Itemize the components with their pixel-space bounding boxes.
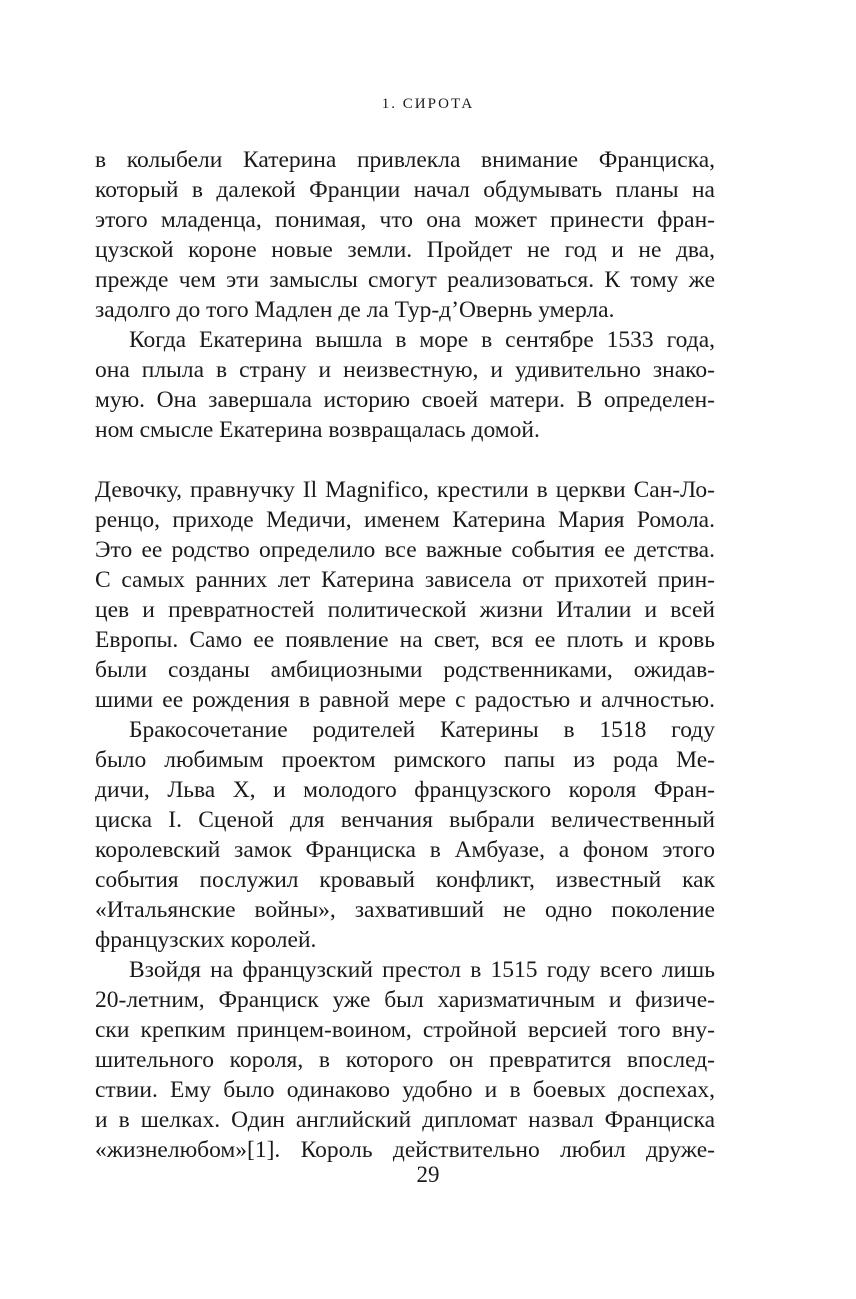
- text-line: ном смысле Екатерина возвращалась домой.: [95, 417, 540, 443]
- text-line: шительного короля, в которого он превратится впослед-: [95, 1047, 715, 1073]
- text-line: ствии. Ему было одинаково удобно и в боевых доспехах,: [95, 1077, 715, 1103]
- page-number: 29: [416, 1162, 440, 1187]
- text-line: были созданы амбициозными родственниками, ожидав-: [95, 657, 715, 683]
- text-line: «жизнелюбом»[1]. Король действительно любил друже-: [95, 1137, 715, 1163]
- text-line: цев и превратностей политической жизни Италии и всей: [95, 597, 715, 623]
- text-line: она плыла в страну и неизвестную, и удивительно знако-: [95, 357, 715, 383]
- text-line: было любимым проектом римского папы из рода Ме-: [95, 747, 715, 773]
- text-line: в колыбели Катерина привлекла внимание Франциска,: [95, 147, 715, 173]
- text-line: шими ее рождения в равной мере с радостью и алчностью.: [95, 687, 715, 713]
- text-line: ски крепким принцем-воином, стройной версией того вну-: [95, 1017, 715, 1043]
- text-line: 20-летним, Франциск уже был харизматичным и физиче-: [95, 987, 715, 1013]
- text-line: французских королей.: [95, 927, 317, 953]
- text-line: циска I. Сценой для венчания выбрали величественный: [95, 807, 715, 833]
- text-line: и в шелках. Один английский дипломат назвал Франциска: [95, 1107, 715, 1133]
- text-line: этого младенца, понимая, что она может принести фран-: [95, 207, 715, 233]
- text-line: «Итальянские войны», захвативший не одно поколение: [95, 897, 715, 923]
- text-line: мую. Она завершала историю своей матери. В определен-: [95, 387, 715, 413]
- text-line: ренцо, приходе Медичи, именем Катерина Мария Ромола.: [95, 507, 715, 533]
- running-header: 1. СИРОТА: [381, 96, 475, 112]
- text-line: Бракосочетание родителей Катерины в 1518 году: [129, 717, 715, 743]
- text-line: Когда Екатерина вышла в море в сентябре 1533 года,: [129, 327, 715, 353]
- text-line: цузской короне новые земли. Пройдет не год и не два,: [95, 237, 715, 263]
- text-line: Взойдя на французский престол в 1515 году всего лишь: [129, 957, 715, 983]
- text-line: С самых ранних лет Катерина зависела от прихотей прин-: [95, 567, 715, 593]
- text-line: Девочку, правнучку Il Magnifico, крестили в церкви Сан-Ло-: [95, 477, 715, 503]
- text-line: задолго до того Мадлен де ла Тур-д’Овернь умерла.: [95, 297, 615, 323]
- text-line: дичи, Льва X, и молодого французского короля Фран-: [95, 777, 715, 803]
- text-line: который в далекой Франции начал обдумывать планы на: [95, 177, 715, 203]
- text-line: прежде чем эти замыслы смогут реализоваться. К тому же: [95, 267, 715, 293]
- text-line: королевский замок Франциска в Амбуазе, а фоном этого: [95, 837, 715, 863]
- text-line: события послужил кровавый конфликт, известный как: [95, 867, 715, 893]
- text-line: Это ее родство определило все важные события ее детства.: [95, 537, 715, 563]
- text-line: Европы. Само ее появление на свет, вся ее плоть и кровь: [95, 627, 715, 653]
